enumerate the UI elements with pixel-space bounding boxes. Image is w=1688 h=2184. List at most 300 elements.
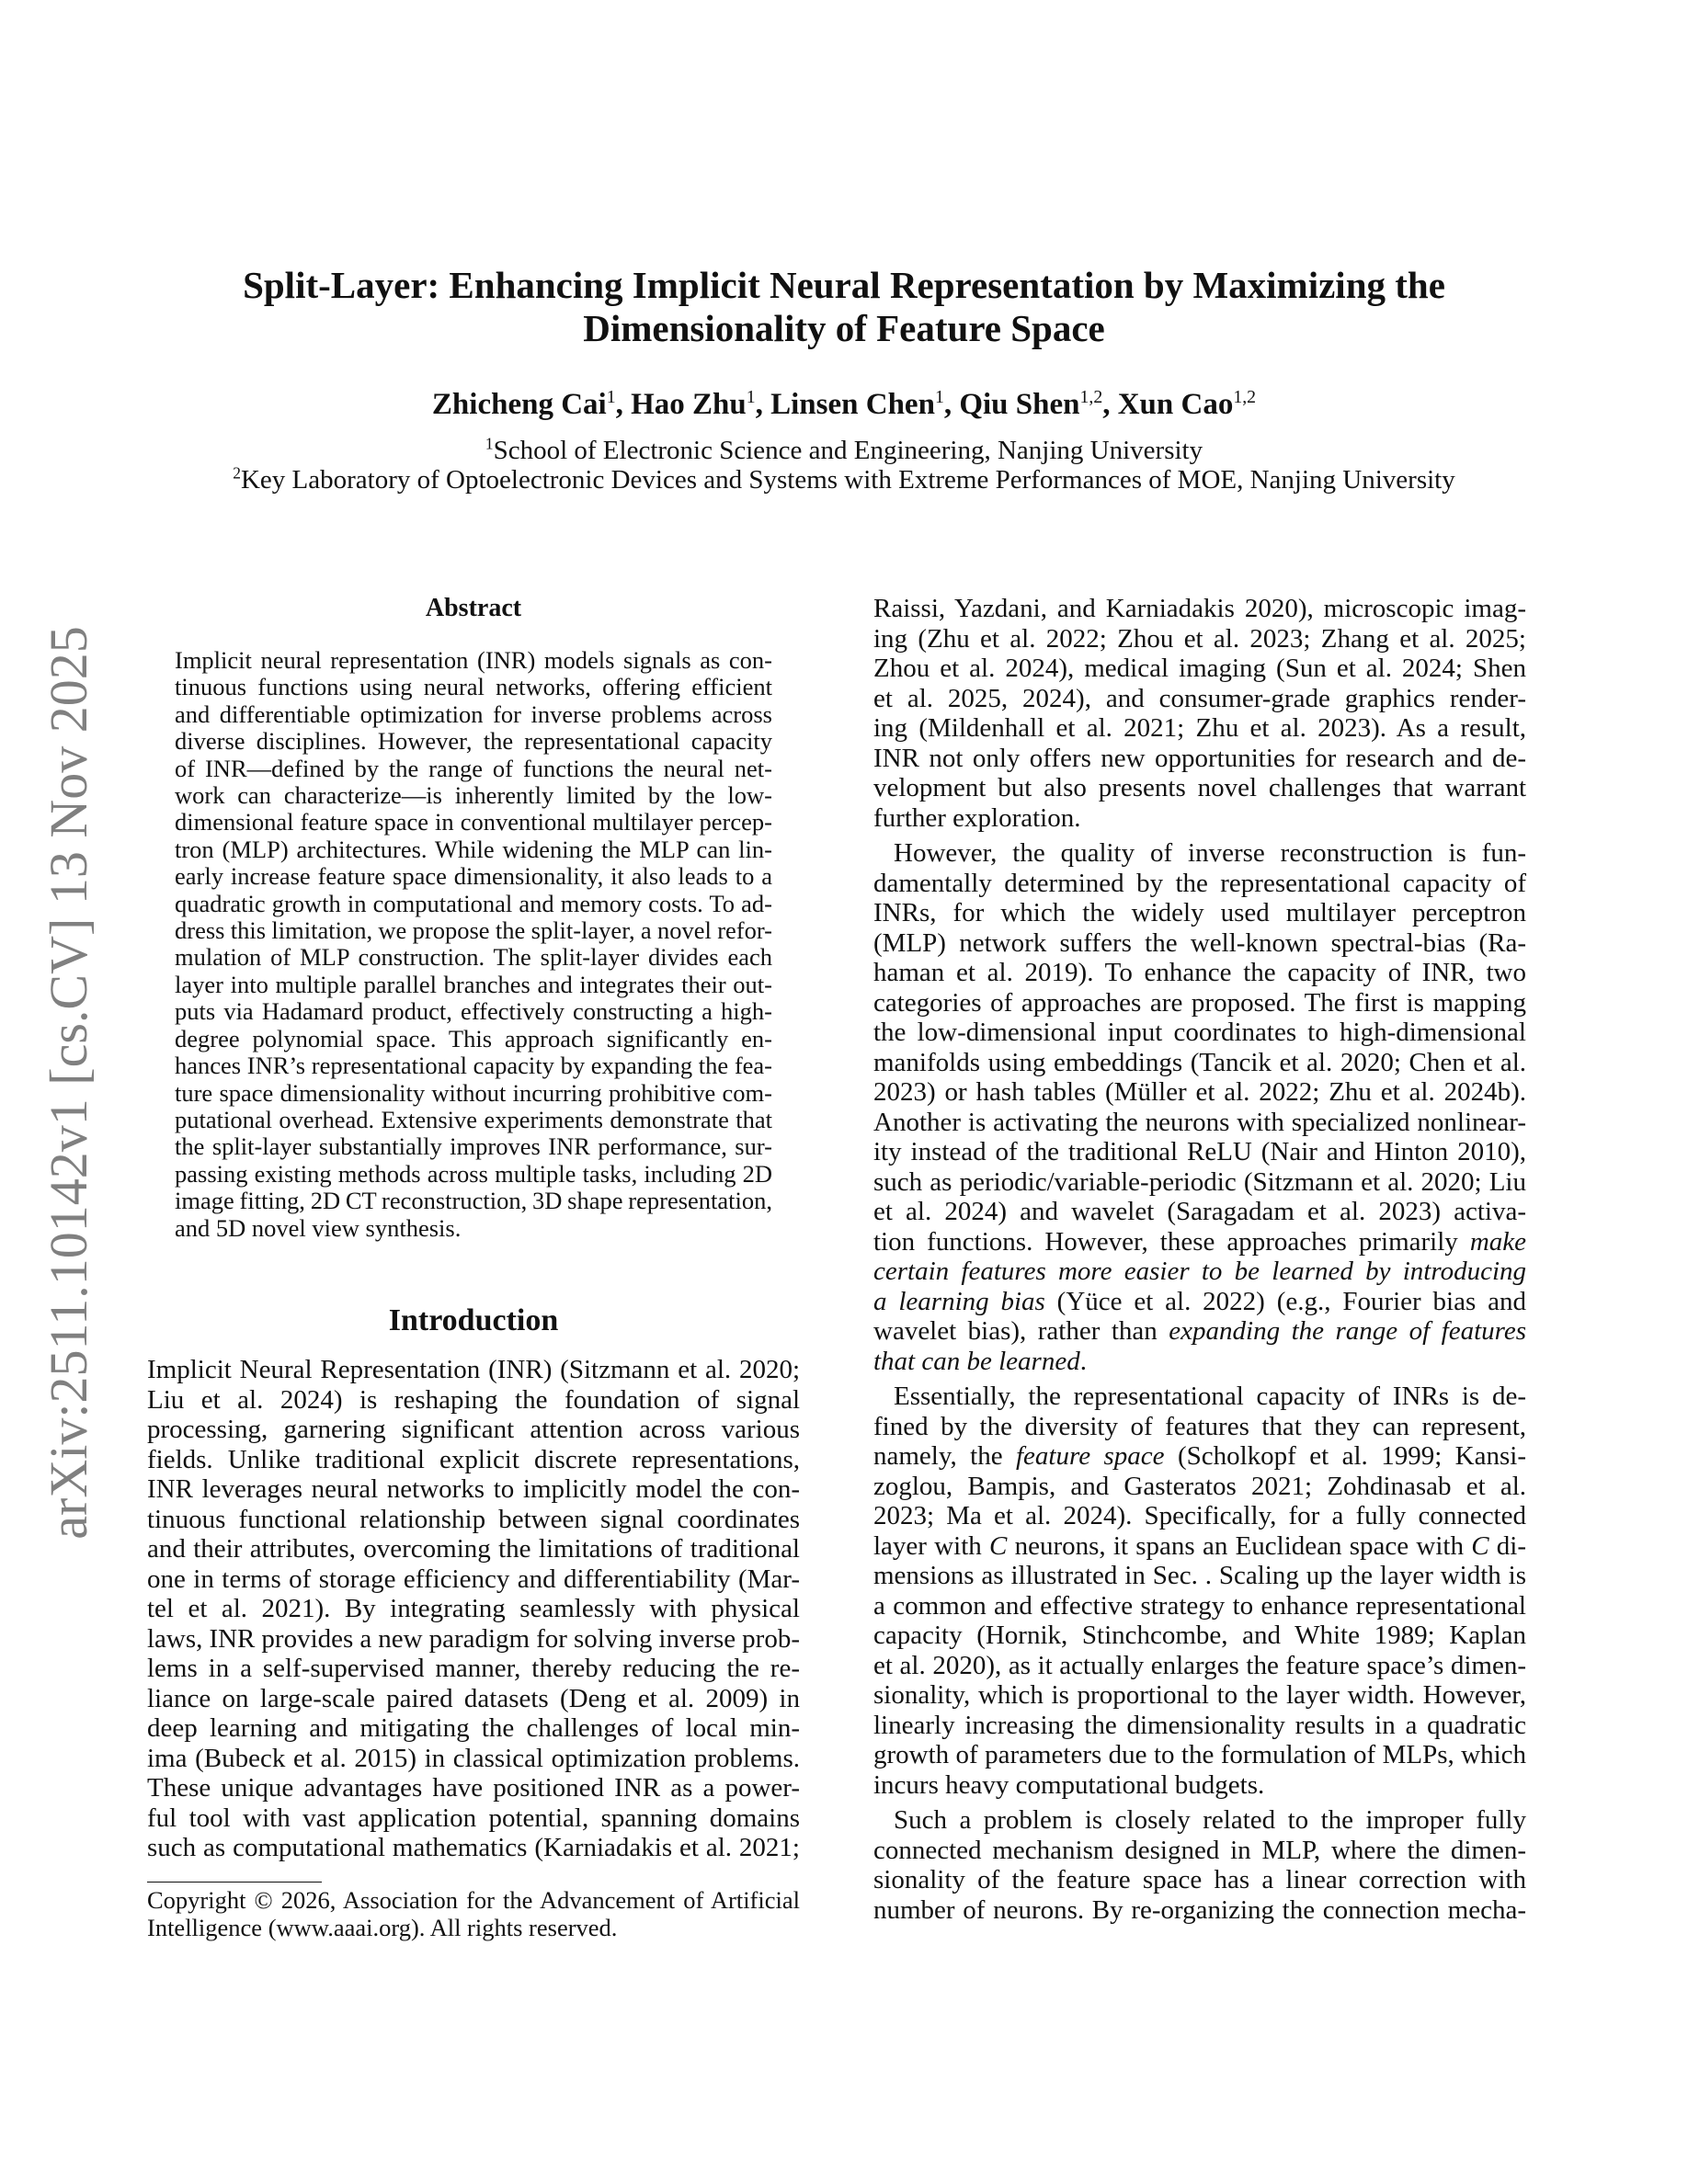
title-line: Dimensionality of Feature Space <box>583 307 1105 349</box>
text-run: mensions as illustrated in Sec. . Scaling up the layer width is <box>873 1561 1526 1590</box>
line-content <box>175 916 772 944</box>
text-run: fined by the diversity of features that they can represent, <box>873 1411 1526 1441</box>
text-line <box>147 1385 800 1416</box>
line-content <box>175 1052 772 1079</box>
text-run: putational overhead. Extensive experiments demonstrate that <box>175 1105 772 1133</box>
line-content <box>873 898 1526 927</box>
line-content <box>175 727 772 755</box>
text-line <box>873 1137 1526 1167</box>
line-content <box>873 1770 1264 1800</box>
text-run: Intelligence (www.aaai.org). All rights reserved. <box>147 1914 618 1941</box>
text-run: and 5D novel view synthesis. <box>175 1213 462 1242</box>
text-run: incurs heavy computational budgets. <box>873 1769 1265 1800</box>
author-list: Zhicheng Cai$^1$, Hao Zhu$^1$, Linsen Chen$^1$, Qiu Shen$^{1,2}$, Xun Cao$^{1,2}$ <box>431 387 1257 421</box>
arxiv-identifier-stamp: arXiv:2511.10142v1 [cs.CV] 13 Nov 2025 <box>39 626 98 1540</box>
line-content <box>873 958 1526 987</box>
text-line <box>873 1740 1526 1770</box>
text-run: and their attributes, overcoming the limitations of traditional <box>147 1534 800 1564</box>
line-content <box>147 1744 800 1773</box>
text-line <box>147 1914 800 1941</box>
text-line <box>175 1215 772 1242</box>
author-name: Qiu Shen <box>959 388 1080 421</box>
line-content <box>147 1886 800 1914</box>
text-run: INRs, for which the widely used multilayer perceptron <box>873 898 1526 927</box>
line-content <box>873 1412 1526 1441</box>
text-run: damentally determined by the representational capacity of <box>873 868 1526 898</box>
text-line <box>175 1080 772 1107</box>
author-affiliation-mark: 1 <box>934 387 944 408</box>
line-content <box>894 1382 1526 1411</box>
text-line <box>147 1564 800 1595</box>
text-line <box>147 1474 800 1505</box>
author-affiliation-mark: 1 <box>606 387 616 408</box>
author-name: Hao Zhu <box>631 388 747 421</box>
author <box>770 388 944 421</box>
text-run: categories of approaches are proposed. The first is mapping <box>873 987 1526 1018</box>
line-content <box>873 1711 1526 1740</box>
line-content <box>873 1018 1526 1047</box>
text-run: liance on large-scale paired datasets (Deng et al. 2009) in <box>147 1683 800 1713</box>
text-line <box>147 1773 800 1803</box>
line-content <box>175 836 772 863</box>
line-content <box>873 624 1526 654</box>
text-line <box>873 713 1526 744</box>
text-line <box>873 838 1526 869</box>
line-content <box>147 1773 800 1803</box>
text-line <box>873 1316 1526 1347</box>
line-content <box>873 1651 1526 1680</box>
text-run: of INR—defined by the range of functions the neural net- <box>175 754 772 782</box>
text-line <box>873 1077 1526 1108</box>
text-line <box>873 898 1526 928</box>
author <box>959 388 1102 421</box>
author-affiliation-mark: 1,2 <box>1233 387 1257 408</box>
text-line <box>873 1197 1526 1227</box>
text-line <box>175 1188 772 1214</box>
text-line <box>873 1865 1526 1895</box>
line-content <box>175 1214 461 1242</box>
line-content <box>873 1561 1526 1590</box>
text-line <box>147 1355 800 1385</box>
text-line <box>175 863 772 890</box>
text-line <box>175 998 772 1025</box>
line-content <box>873 1501 1526 1530</box>
line-content <box>175 808 772 836</box>
text-line <box>147 1654 800 1684</box>
line-content <box>147 1445 800 1474</box>
line-content <box>147 1505 800 1534</box>
line-content <box>873 594 1526 623</box>
affiliations <box>0 436 1688 495</box>
text-run: laws, INR provides a new paradigm for solving inverse prob- <box>147 1623 800 1654</box>
text-run: capacity (Hornik, Stinchcombe, and White 1989; Kaplan <box>873 1621 1526 1650</box>
text-run: sionality, which is proportional to the layer width. However, <box>873 1680 1526 1710</box>
copyright-footnote <box>147 1886 800 1941</box>
line-content <box>175 755 772 782</box>
line-content <box>147 1564 800 1594</box>
text-line <box>873 958 1526 988</box>
text-run: fields. Unlike traditional explicit discrete representations, <box>147 1444 800 1474</box>
text-run: puts via Hadamard product, effectively constructing a high- <box>175 997 772 1026</box>
text-line <box>873 1895 1526 1926</box>
text-line <box>873 1472 1526 1502</box>
text-line <box>873 803 1526 834</box>
text-line <box>873 1257 1526 1287</box>
text-line <box>175 701 772 728</box>
italic-text: C <box>989 1530 1008 1561</box>
line-content <box>873 1167 1526 1197</box>
introduction-body-left <box>147 1355 800 1869</box>
text-line <box>873 1501 1526 1531</box>
text-line <box>873 654 1526 684</box>
footnote-divider <box>147 1882 322 1883</box>
text-line <box>873 1048 1526 1078</box>
author-affiliation-mark: 1,2 <box>1079 387 1103 408</box>
paper-title <box>0 264 1688 350</box>
author-name: Zhicheng Cai <box>431 388 607 421</box>
text-line <box>873 1531 1526 1562</box>
line-content <box>873 1287 1526 1316</box>
text-line <box>873 1412 1526 1442</box>
text-line <box>873 1680 1526 1711</box>
text-run: tion functions. However, these approaches primarily <box>873 1226 1470 1257</box>
text-run: Another is activating the neurons with specialized nonlinear- <box>873 1107 1526 1137</box>
text-run: dress this limitation, we propose the split-layer, a novel refor- <box>175 916 772 945</box>
text-line <box>873 1347 1526 1377</box>
text-line <box>873 1382 1526 1412</box>
text-run: lems in a self-supervised manner, thereby reducing the re- <box>147 1654 800 1683</box>
text-run: ity instead of the traditional ReLU (Nair and Hinton 2010), <box>873 1137 1526 1166</box>
text-run: velopment but also presents novel challenges that warrant <box>873 773 1526 802</box>
abstract-heading: Abstract <box>425 594 522 622</box>
line-content <box>873 1531 1526 1561</box>
text-run: . <box>1079 1346 1087 1376</box>
text-run: et al. 2024) and wavelet (Saragadam et al. 2023) activa- <box>873 1197 1526 1226</box>
line-content <box>873 869 1526 898</box>
text-line <box>873 1591 1526 1621</box>
text-run: hances INR’s representational capacity by expanding the fea- <box>175 1052 772 1080</box>
abstract-body <box>175 647 772 1247</box>
text-line <box>873 1018 1526 1048</box>
line-content <box>175 1160 772 1188</box>
text-run: Essentially, the representational capacity of INRs is de- <box>894 1382 1526 1411</box>
line-content <box>147 1624 800 1654</box>
text-run: mulation of MLP construction. The split-layer divides each <box>175 943 772 972</box>
text-line <box>147 1886 800 1914</box>
line-content <box>894 838 1526 868</box>
line-content <box>175 862 772 890</box>
text-run: and differentiable optimization for inverse problems across <box>175 700 772 728</box>
line-content <box>147 1355 800 1384</box>
text-line <box>873 594 1526 624</box>
line-content <box>873 1197 1526 1226</box>
text-line <box>873 1441 1526 1472</box>
text-run: 2023; Ma et al. 2024). Specifically, for a fully connected <box>873 1501 1526 1530</box>
text-line <box>873 773 1526 803</box>
text-line <box>175 944 772 971</box>
line-content <box>873 1680 1526 1710</box>
text-run: early increase feature space dimensionality, it also leads to a <box>175 862 772 891</box>
line-content <box>873 654 1526 683</box>
text-line <box>873 1805 1526 1836</box>
italic-text: that can be learned <box>873 1346 1080 1376</box>
italic-text: certain features more easier to be learned by introducing <box>873 1257 1526 1286</box>
line-content <box>147 1713 800 1743</box>
line-content <box>147 1474 800 1504</box>
text-run: connected mechanism designed in MLP, where the dimen- <box>873 1835 1526 1865</box>
text-run: di- <box>1488 1530 1527 1561</box>
line-content <box>147 1654 800 1683</box>
text-line <box>873 1836 1526 1866</box>
introduction-heading: Introduction <box>388 1303 559 1337</box>
text-run: et al. 2025, 2024), and consumer-grade graphics render- <box>873 683 1526 713</box>
line-content <box>873 713 1526 743</box>
text-run: the split-layer substantially improves INR performance, sur- <box>175 1132 772 1161</box>
text-run: namely, the <box>873 1441 1016 1471</box>
text-line <box>873 1711 1526 1741</box>
line-content <box>873 1472 1526 1501</box>
text-line <box>147 1833 800 1863</box>
text-run: However, the quality of inverse reconstruction is fun- <box>894 838 1526 868</box>
text-line <box>873 1108 1526 1138</box>
line-content <box>147 1684 800 1713</box>
text-run: wavelet bias), rather than <box>873 1316 1169 1346</box>
text-run: Implicit neural representation (INR) models signals as con- <box>175 646 772 674</box>
line-content <box>175 997 772 1025</box>
text-line <box>873 869 1526 899</box>
text-run: ing (Zhu et al. 2022; Zhou et al. 2023; Zhang et al. 2025; <box>873 623 1526 654</box>
line-content <box>175 971 772 998</box>
line-content <box>175 943 772 971</box>
text-line <box>147 1594 800 1624</box>
text-run: diverse disciplines. However, the representational capacity <box>175 727 772 756</box>
text-run: zoglou, Bampis, and Gasteratos 2021; Zohdinasab et al. <box>873 1471 1526 1501</box>
line-content <box>873 1048 1526 1077</box>
line-content <box>147 1534 800 1564</box>
line-content <box>147 1803 800 1833</box>
text-run: neurons, it spans an Euclidean space with <box>1007 1530 1472 1561</box>
text-line <box>147 1534 800 1564</box>
text-run: manifolds using embeddings (Tancik et al. 2020; Chen et al. <box>873 1047 1526 1077</box>
text-run: ture space dimensionality without incurring prohibitive com- <box>175 1078 772 1107</box>
text-line <box>873 744 1526 774</box>
text-run: tron (MLP) architectures. While widening the MLP can lin- <box>175 835 772 863</box>
text-line <box>147 1713 800 1744</box>
paragraph <box>175 647 772 1242</box>
line-content <box>175 700 772 728</box>
text-run: image fitting, 2D CT reconstruction, 3D shape representation, <box>175 1187 772 1215</box>
text-run: INR leverages neural networks to implicitly model the con- <box>147 1474 800 1504</box>
affiliation-text: Key Laboratory of Optoelectronic Devices and Systems with Extreme Performances of MOE, Nanjing University <box>240 465 1455 495</box>
text-run: further exploration. <box>873 802 1081 833</box>
text-run: tel et al. 2021). By integrating seamlessly with physical <box>147 1594 800 1623</box>
text-line <box>873 1167 1526 1198</box>
title-line: Split-Layer: Enhancing Implicit Neural Representation by Maximizing the <box>243 264 1445 306</box>
text-run: tinuous functional relationship between signal coordinates <box>147 1504 800 1534</box>
text-run: passing existing methods across multiple tasks, including 2D <box>175 1159 772 1188</box>
line-content <box>175 1025 772 1052</box>
line-content <box>873 1227 1526 1257</box>
text-run: These unique advantages have positioned INR as a power- <box>147 1773 800 1803</box>
text-run: Liu et al. 2024) is reshaping the foundation of signal <box>147 1384 800 1415</box>
text-line <box>147 1505 800 1535</box>
text-run: layer into multiple parallel branches and integrates their out- <box>175 970 772 998</box>
text-line <box>873 624 1526 654</box>
affiliation-mark: 2 <box>233 463 241 483</box>
italic-text: feature space <box>1016 1441 1165 1471</box>
text-run: growth of parameters due to the formulation of MLPs, which <box>873 1740 1526 1769</box>
line-content <box>873 1441 1526 1471</box>
text-line <box>175 836 772 863</box>
italic-text: make <box>1469 1226 1526 1257</box>
text-run: work can characterize—is inherently limited by the low- <box>175 781 772 810</box>
author-affiliation-mark: 1 <box>746 387 756 408</box>
line-content <box>873 988 1526 1018</box>
line-content <box>873 1316 1526 1346</box>
author <box>432 388 616 421</box>
text-line <box>175 809 772 836</box>
text-run: et al. 2020), as it actually enlarges the feature space’s dimen- <box>873 1650 1526 1680</box>
line-content <box>147 1594 800 1623</box>
text-run: Zhou et al. 2024), medical imaging (Sun et al. 2024; Shen <box>873 654 1526 683</box>
line-content <box>873 1257 1526 1286</box>
italic-text: C <box>1471 1530 1489 1561</box>
text-line <box>175 917 772 944</box>
text-run: number of neurons. By re-organizing the connection mecha- <box>873 1894 1526 1925</box>
text-run: layer with <box>873 1530 990 1561</box>
text-line <box>175 1161 772 1188</box>
text-run: (MLP) network suffers the well-known spectral-bias (Ra- <box>873 927 1526 958</box>
text-line <box>175 674 772 700</box>
text-run: linearly increasing the dimensionality results in a quadratic <box>873 1710 1526 1740</box>
italic-text: expanding the range of features <box>1169 1316 1527 1346</box>
text-run: such as periodic/variable-periodic (Sitzmann et al. 2020; Liu <box>873 1166 1526 1197</box>
text-run: Such a problem is closely related to the improper fully <box>894 1805 1526 1835</box>
affiliation <box>0 465 1688 495</box>
text-line <box>873 1651 1526 1681</box>
author <box>631 388 756 421</box>
text-run: (Yüce et al. 2022) (e.g., Fourier bias and <box>1044 1286 1526 1316</box>
line-content <box>175 1106 772 1133</box>
line-content <box>873 1137 1526 1166</box>
text-run: sionality of the feature space has a linear correction with <box>873 1865 1526 1894</box>
author-name: Linsen Chen <box>770 388 935 421</box>
text-line <box>175 647 772 674</box>
paragraph <box>873 1805 1526 1925</box>
text-line <box>873 1227 1526 1257</box>
text-run: 2023) or hash tables (Müller et al. 2022; Zhu et al. 2024b). <box>873 1077 1526 1107</box>
text-line <box>175 972 772 998</box>
author <box>1118 388 1256 421</box>
line-content <box>873 803 1080 833</box>
text-run: Raissi, Yazdani, and Karniadakis 2020), microscopic imag- <box>873 594 1526 623</box>
line-content <box>175 1187 772 1214</box>
text-line <box>873 1561 1526 1591</box>
text-line <box>175 1026 772 1052</box>
text-line <box>175 891 772 917</box>
text-run: Implicit Neural Representation (INR) (Sitzmann et al. 2020; <box>147 1355 800 1384</box>
text-line <box>175 782 772 809</box>
line-content <box>873 684 1526 713</box>
line-content <box>873 1740 1526 1769</box>
paragraph <box>873 838 1526 1376</box>
text-line <box>873 988 1526 1018</box>
line-content <box>175 781 772 809</box>
text-run: the low-dimensional input coordinates to high-dimensional <box>873 1018 1526 1047</box>
text-line <box>175 1052 772 1079</box>
text-line <box>873 1770 1526 1801</box>
affiliation-mark: 1 <box>485 434 494 453</box>
line-content <box>175 646 772 674</box>
line-content <box>175 1079 772 1107</box>
paragraph <box>873 594 1526 833</box>
line-content <box>147 1385 800 1415</box>
line-content <box>175 1132 772 1160</box>
line-content <box>873 1621 1526 1650</box>
text-line <box>873 684 1526 714</box>
line-content <box>147 1415 800 1444</box>
text-run: one in terms of storage efficiency and differentiability (Mar- <box>147 1564 800 1594</box>
text-line <box>147 1445 800 1475</box>
text-line <box>147 1684 800 1714</box>
line-content <box>873 773 1526 802</box>
paragraph <box>873 1382 1526 1800</box>
author-name: Xun Cao <box>1117 388 1234 421</box>
text-run: haman et al. 2019). To enhance the capacity of INR, two <box>873 958 1526 987</box>
text-run: (Scholkopf et al. 1999; Kansi- <box>1164 1441 1526 1471</box>
text-run: a common and effective strategy to enhance representational <box>873 1590 1526 1621</box>
text-run: INR not only offers new opportunities for research and de- <box>873 743 1526 773</box>
line-content <box>873 1865 1526 1894</box>
line-content <box>873 1077 1526 1107</box>
line-content <box>147 1914 617 1941</box>
introduction-body-right <box>873 594 1526 1930</box>
text-line <box>147 1803 800 1834</box>
text-run: ing (Mildenhall et al. 2021; Zhu et al. 2023). As a result, <box>873 713 1526 743</box>
text-line <box>147 1415 800 1445</box>
text-run: dimensional feature space in conventional multilayer percep- <box>175 808 772 836</box>
text-run: ful tool with vast application potential, spanning domains <box>147 1803 800 1833</box>
text-line <box>147 1744 800 1774</box>
line-content <box>873 1591 1526 1621</box>
line-content <box>873 1347 1087 1376</box>
text-run: ima (Bubeck et al. 2015) in classical optimization problems. <box>147 1743 800 1773</box>
text-run: deep learning and mitigating the challenges of local min- <box>147 1713 800 1743</box>
line-content <box>873 744 1526 773</box>
affiliation <box>0 436 1688 465</box>
text-line <box>873 1621 1526 1651</box>
paragraph <box>147 1355 800 1863</box>
text-run: degree polynomial space. This approach significantly en- <box>175 1024 772 1052</box>
text-run: Copyright © 2026, Association for the Advancement of Artificial <box>147 1886 800 1914</box>
text-line <box>147 1624 800 1655</box>
text-run: processing, garnering significant attention across various <box>147 1415 800 1444</box>
line-content <box>873 928 1526 958</box>
text-line <box>175 756 772 782</box>
line-content <box>873 1836 1526 1865</box>
text-run: quadratic growth in computational and memory costs. To ad- <box>175 889 772 917</box>
text-line <box>175 1107 772 1133</box>
text-line <box>175 1133 772 1160</box>
line-content <box>175 673 772 700</box>
text-line <box>873 928 1526 959</box>
line-content <box>175 890 772 917</box>
line-content <box>894 1805 1526 1835</box>
italic-text: a learning bias <box>873 1286 1045 1316</box>
line-content <box>147 1833 800 1862</box>
text-run: such as computational mathematics (Karniadakis et al. 2021; <box>147 1833 800 1862</box>
line-content <box>873 1895 1526 1925</box>
